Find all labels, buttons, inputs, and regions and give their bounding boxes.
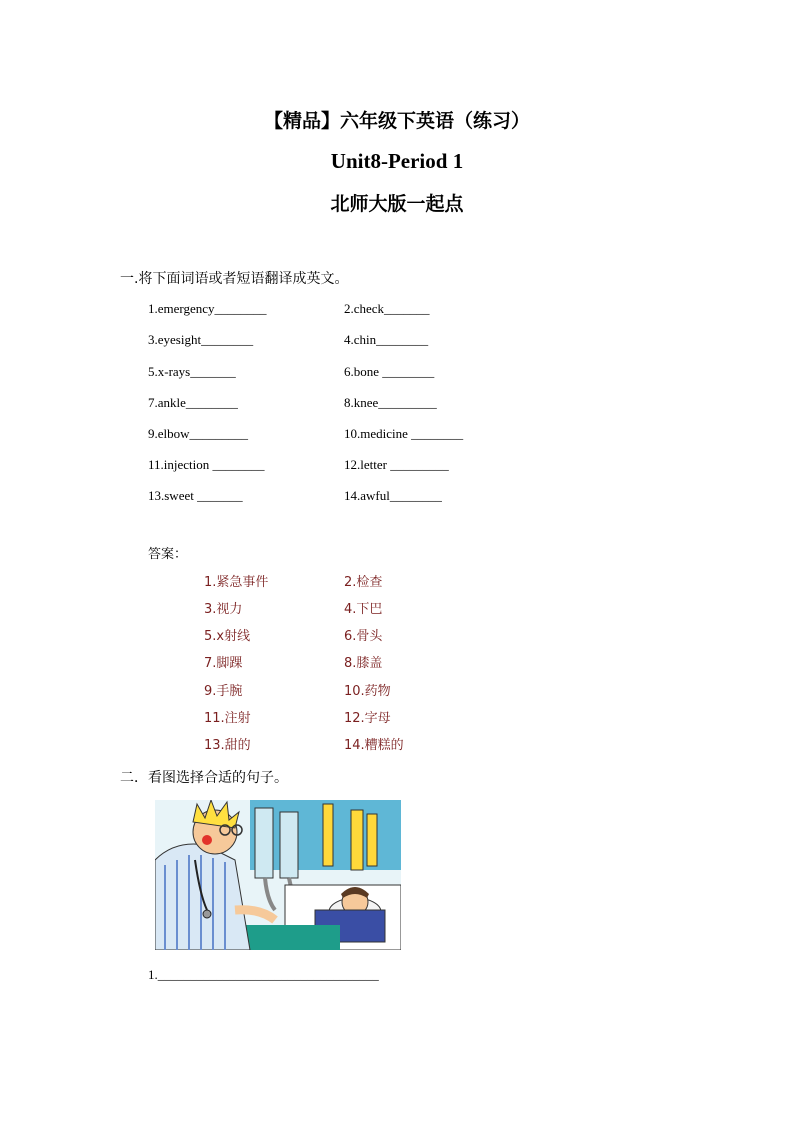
edition-label: 北师大版一起点 [330,193,464,215]
answer-blank[interactable]: 1.__________________________________ [148,967,379,982]
answer-item: 8.膝盖 [344,656,383,671]
exercise-item: 6.bone ________ [344,364,435,379]
exercise-item: 1.emergency________ [148,301,267,316]
answer-item: 10.药物 [344,684,391,699]
exercise-item: 13.sweet _______ [148,488,243,503]
exercise-item: 11.injection ________ [148,457,265,472]
exercise-item: 12.letter _________ [344,457,449,472]
exercise-item: 14.awful________ [344,488,442,503]
answer-item: 6.骨头 [344,629,383,644]
answer-item: 9.手腕 [204,684,243,699]
exercise-item: 8.knee_________ [344,395,437,410]
exercise-item: 10.medicine ________ [344,426,464,441]
answer-item: 13.甜的 [204,738,251,753]
answer-item: 2.检查 [344,575,383,590]
page-title: 【精品】六年级下英语（练习） [263,110,530,132]
answer-item: 5.x射线 [204,629,251,644]
exercise-item: 2.check_______ [344,301,430,316]
exercise-item: 9.elbow_________ [148,426,249,441]
answer-item: 12.字母 [344,711,391,726]
section-2-heading: 二．看图选择合适的句子。 [120,770,288,786]
unit-subtitle: Unit8-Period 1 [330,149,464,173]
answer-item: 7.脚踝 [204,656,243,671]
exercise-item: 7.ankle________ [148,395,238,410]
answer-item: 3.视力 [204,602,243,617]
answer-item: 4.下巴 [344,602,383,617]
answer-label: 答案： [148,547,188,562]
hospital-illustration [155,800,401,950]
answer-item: 11.注射 [204,711,251,726]
section-1-heading: 一.将下面词语或者短语翻译成英文。 [120,271,349,287]
exercise-item: 4.chin________ [344,332,429,347]
answer-item: 1.紧急事件 [204,575,269,590]
answer-item: 14.糟糕的 [344,738,404,753]
exercise-item: 3.eyesight________ [148,332,254,347]
exercise-item: 5.x-rays_______ [148,364,236,379]
